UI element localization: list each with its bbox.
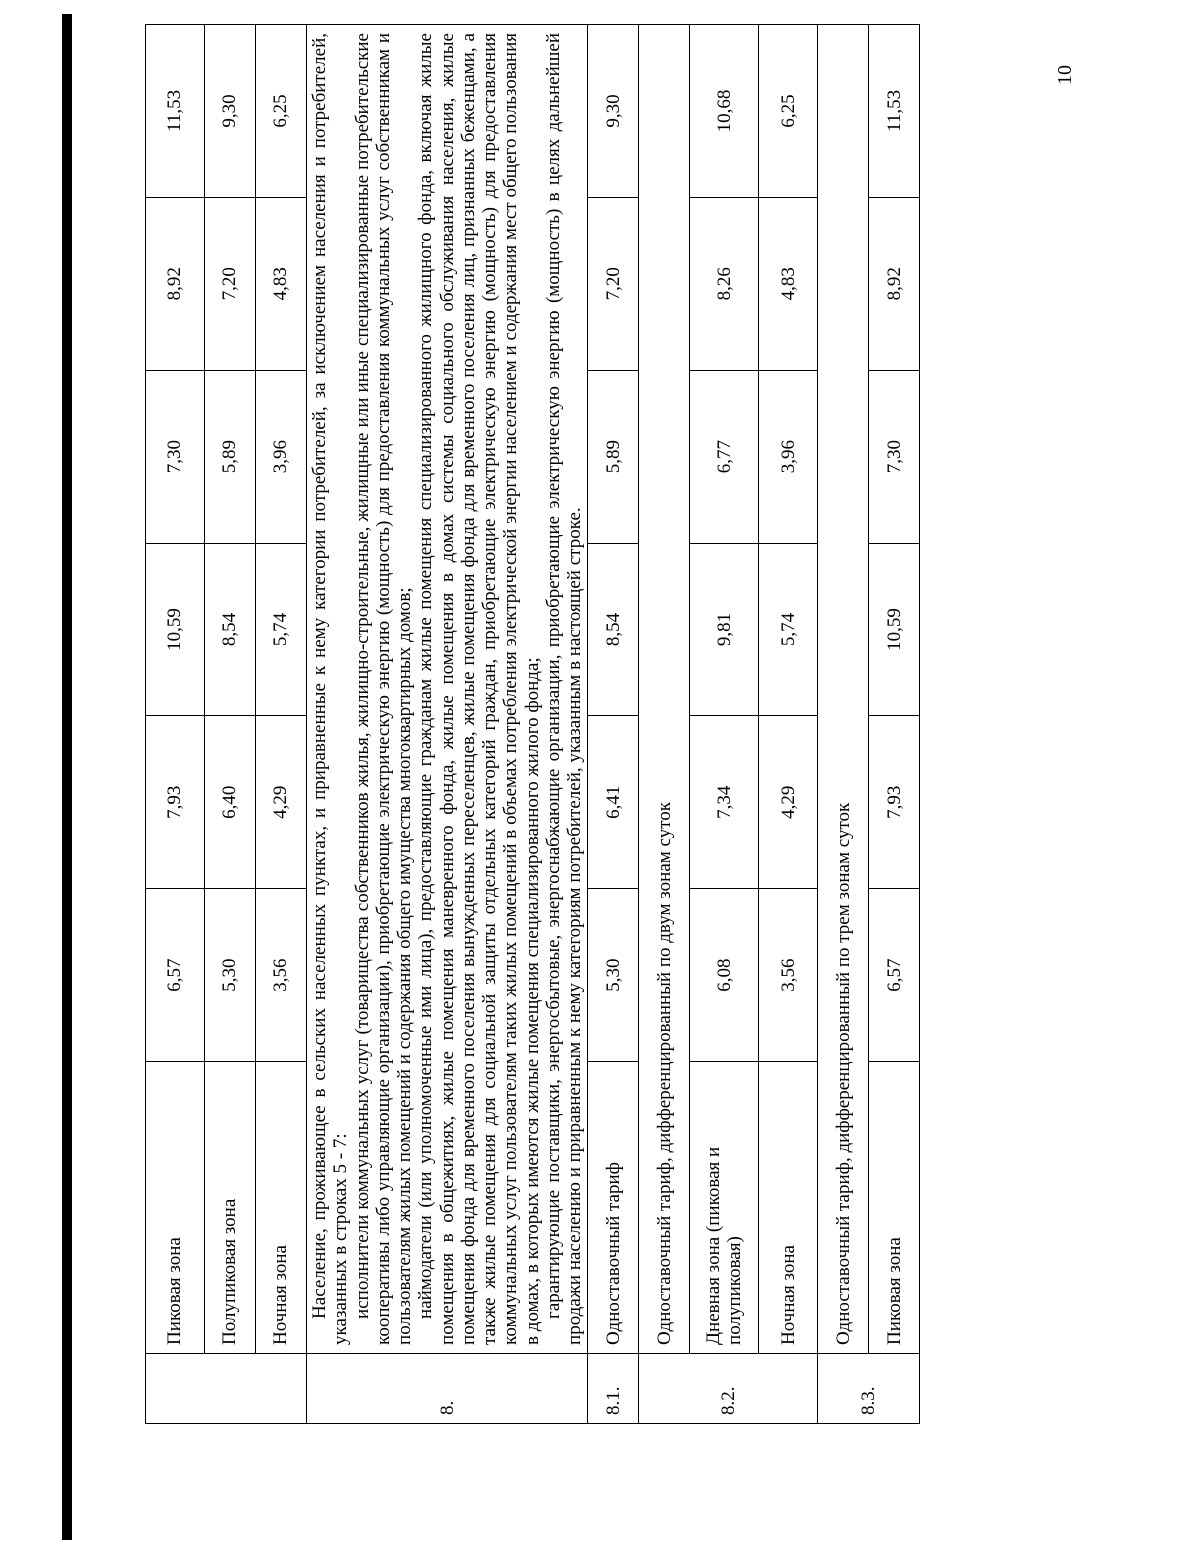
value-cell: 8,92 — [146, 197, 205, 370]
paragraph: исполнители коммунальных услуг (товарищества собственников жилья, жилищно-строительные, жилищные или иные специализированные потребительские кооперативы либо управляющие организации), приобретающие электрическую энергию (мощность) для предоставления коммунальных услуг собственникам и пользователям жилых помещений и содержания общего имущества многоквартирных домов; — [351, 33, 416, 1345]
page-number: 10 — [1054, 65, 1076, 85]
row-number: 8.3. — [818, 1353, 920, 1423]
value-cell: 9,81 — [690, 543, 759, 716]
row-label: Одноставочный тариф — [588, 1062, 639, 1354]
row-number: 8.2. — [639, 1353, 818, 1423]
table-wrapper — [145, 24, 995, 1424]
value-cell: 5,89 — [588, 370, 639, 543]
row-label: Ночная зона — [256, 1062, 307, 1354]
table-row — [690, 25, 759, 1424]
table-row — [588, 25, 639, 1424]
row-label: Ночная зона — [759, 1062, 818, 1354]
value-cell: 8,54 — [205, 543, 256, 716]
value-cell: 7,20 — [588, 197, 639, 370]
value-cell: 10,59 — [146, 543, 205, 716]
value-cell: 3,56 — [759, 889, 818, 1062]
value-cell: 11,53 — [869, 25, 920, 198]
paragraph: наймодатели (или уполномоченные ими лица), предоставляющие гражданам жилые помещения специализированного жилищного фонда, включая жилые помещения в общежитиях, жилые помещения маневренного фонда, жилые помещения в домах системы социального обслуживания населения, жилые помещения фонда для временного поселения вынужденных переселенцев, жилые помещения фонда для временного поселения лиц, признанных беженцами, а также жилые помещения для социальной защиты отдельных категорий граждан, приобретающие электрическую энергию (мощность) для предоставления коммунальных услуг пользователям таких жилых помещений в объемах потребления электрической энергии населением и содержания мест общего пользования в домах, в которых имеются жилые помещения специализированного жилого фонда; — [415, 33, 543, 1345]
rotated-page — [145, 24, 995, 1424]
value-cell: 5,30 — [588, 889, 639, 1062]
table-row-section-8 — [307, 25, 588, 1424]
table-row — [639, 25, 690, 1424]
table-row — [869, 25, 920, 1424]
row-heading: Одноставочный тариф, дифференцированный по трем зонам суток — [818, 25, 869, 1354]
row-label: Пиковая зона — [869, 1062, 920, 1354]
paragraph: Население, проживающее в сельских населенных пунктах, и приравненные к нему категории потребителей, за исключением населения и потребителей, указанных в строках 5 - 7: — [309, 33, 352, 1345]
value-cell: 6,57 — [146, 889, 205, 1062]
row-label: Пиковая зона — [146, 1062, 205, 1354]
value-cell: 6,77 — [690, 370, 759, 543]
value-cell: 10,59 — [869, 543, 920, 716]
table-row — [818, 25, 869, 1424]
value-cell: 5,74 — [759, 543, 818, 716]
value-cell: 10,68 — [690, 25, 759, 198]
value-cell: 3,56 — [256, 889, 307, 1062]
value-cell: 6,40 — [205, 716, 256, 889]
value-cell: 8,26 — [690, 197, 759, 370]
value-cell: 6,25 — [759, 25, 818, 198]
value-cell: 4,29 — [256, 716, 307, 889]
row-number: 8. — [307, 1353, 588, 1423]
value-cell: 5,30 — [205, 889, 256, 1062]
table-row — [146, 25, 205, 1424]
value-cell: 4,83 — [759, 197, 818, 370]
row-number: 8.1. — [588, 1353, 639, 1423]
value-cell: 4,29 — [759, 716, 818, 889]
value-cell: 5,89 — [205, 370, 256, 543]
row-label: Дневная зона (пиковая и полупиковая) — [690, 1062, 759, 1354]
value-cell: 6,57 — [869, 889, 920, 1062]
value-cell: 7,34 — [690, 716, 759, 889]
value-cell: 4,83 — [256, 197, 307, 370]
value-cell: 11,53 — [146, 25, 205, 198]
row-number-cell — [146, 1353, 307, 1423]
row-label: Полупиковая зона — [205, 1062, 256, 1354]
section-8-description — [307, 25, 588, 1354]
value-cell: 7,93 — [869, 716, 920, 889]
paragraph: гарантирующие поставщики, энергосбытовые, энергоснабжающие организации, приобретающие электрическую энергию (мощность) в целях дальнейшей продажи населению и приравненным к нему категориям потребителей, указанным в настоящей строке. — [542, 33, 586, 1345]
value-cell: 8,92 — [869, 197, 920, 370]
row-heading: Одноставочный тариф, дифференцированный по двум зонам суток — [639, 25, 690, 1354]
value-cell: 7,30 — [869, 370, 920, 543]
value-cell: 8,54 — [588, 543, 639, 716]
value-cell: 7,30 — [146, 370, 205, 543]
table-row — [256, 25, 307, 1424]
table-row — [759, 25, 818, 1424]
value-cell: 5,74 — [256, 543, 307, 716]
value-cell: 9,30 — [205, 25, 256, 198]
value-cell: 6,25 — [256, 25, 307, 198]
value-cell: 3,96 — [256, 370, 307, 543]
value-cell: 3,96 — [759, 370, 818, 543]
value-cell: 9,30 — [588, 25, 639, 198]
value-cell: 7,93 — [146, 716, 205, 889]
scan-binding-bar — [62, 14, 72, 1540]
value-cell: 6,41 — [588, 716, 639, 889]
value-cell: 6,08 — [690, 889, 759, 1062]
tariff-table — [145, 24, 920, 1424]
value-cell: 7,20 — [205, 197, 256, 370]
table-row — [205, 25, 256, 1424]
